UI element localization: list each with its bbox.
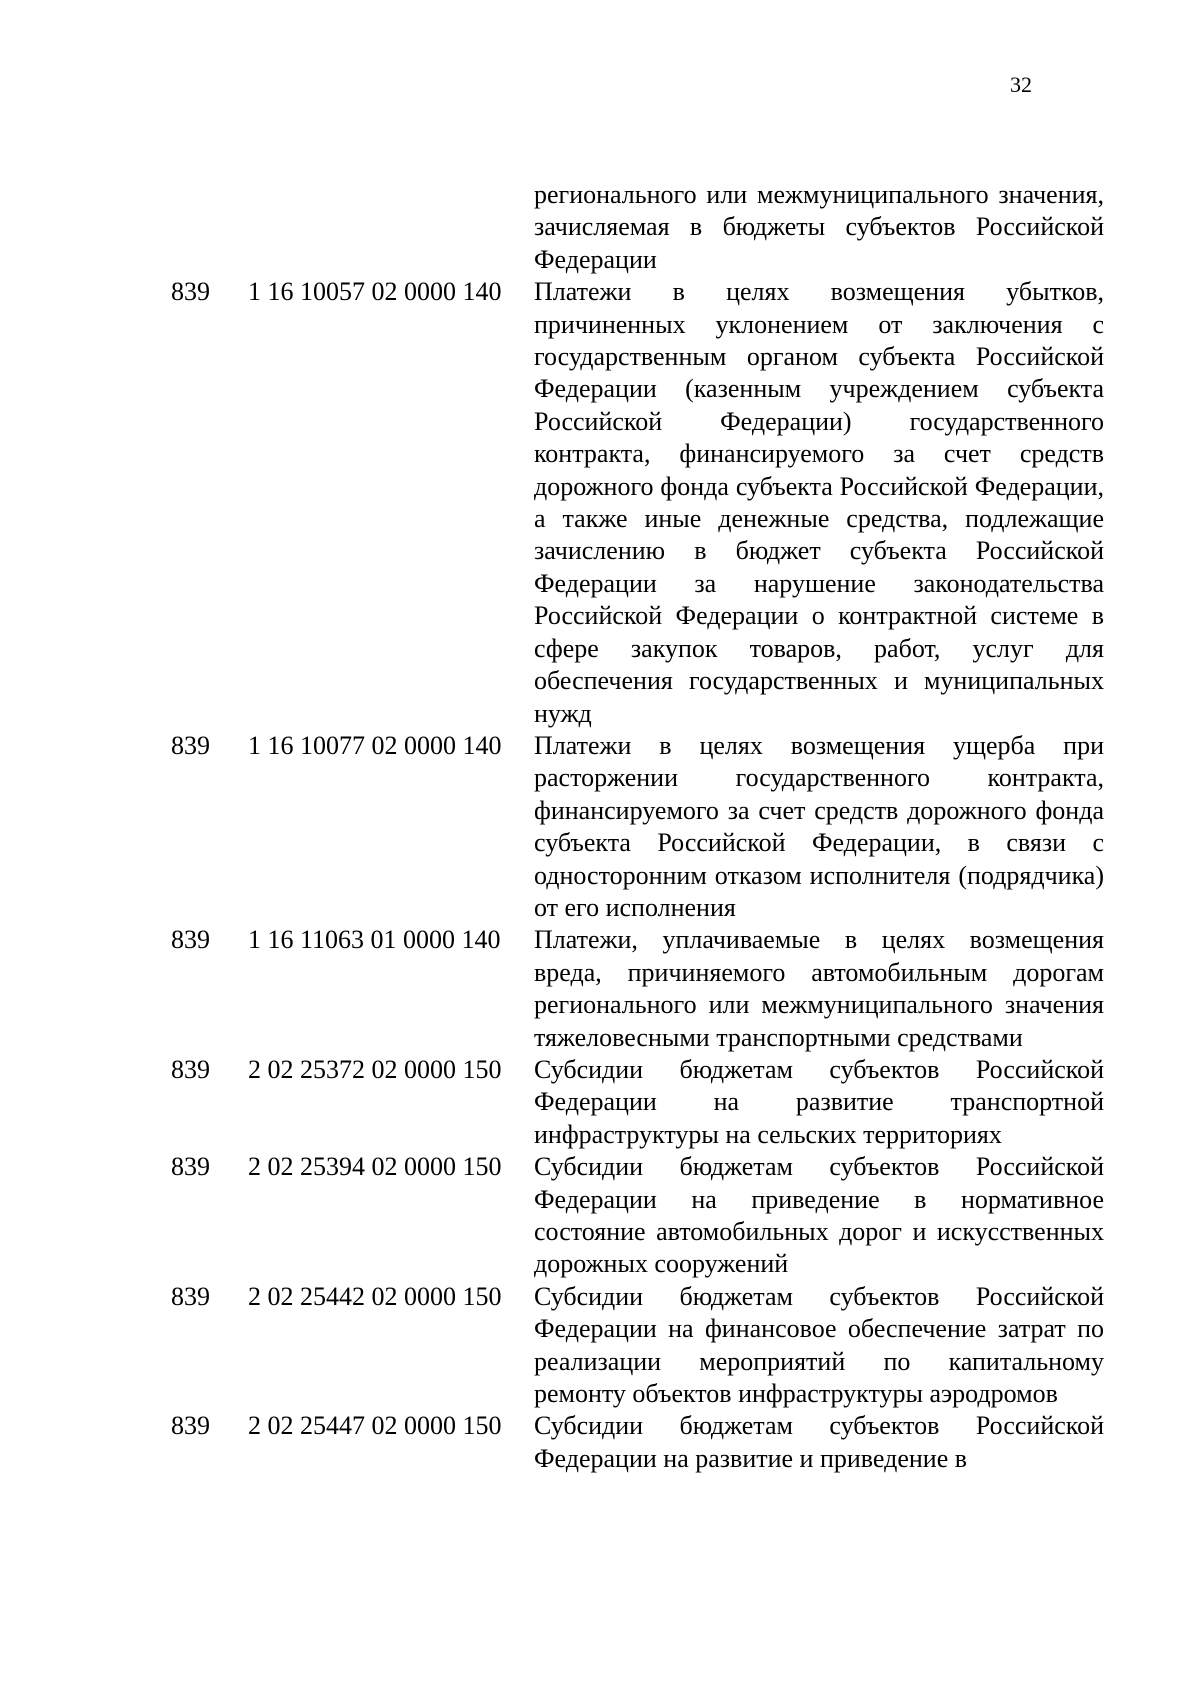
admin-code: 839 bbox=[171, 730, 210, 760]
admin-code: 839 bbox=[171, 277, 210, 307]
row-description: Платежи в целях возмещения ущерба при расторжении государственного контракта, финансируемого за счет средств дорожного фонда субъекта Российской Федерации, в связи с односторонним отказом исполнителя (подрядчика) от его исполнения bbox=[534, 730, 1104, 922]
table-row bbox=[0, 730, 1200, 924]
row-description: регионального или межмуниципального значения, зачисляемая в бюджеты субъектов Российской Федерации bbox=[534, 180, 1104, 274]
budget-classification-code: 1 16 10057 02 0000 140 bbox=[248, 277, 502, 307]
row-description: Платежи, уплачиваемые в целях возмещения вреда, причиняемого автомобильным дорогам регионального или межмуниципального значения тяжеловесными транспортными средствами bbox=[534, 925, 1104, 1052]
budget-classification-code: 2 02 25442 02 0000 150 bbox=[248, 1281, 502, 1311]
row-description: Субсидии бюджетам субъектов Российской Федерации на развитие транспортной инфраструктуры на сельских территориях bbox=[534, 1054, 1104, 1149]
table-row-continuation bbox=[0, 179, 1200, 276]
table-row bbox=[0, 1410, 1200, 1475]
admin-code: 839 bbox=[171, 1281, 210, 1311]
admin-code: 839 bbox=[171, 925, 210, 955]
table-row bbox=[0, 1054, 1200, 1151]
row-description: Субсидии бюджетам субъектов Российской Федерации на финансовое обеспечение затрат по реализации мероприятий по капитальному ремонту объектов инфраструктуры аэродромов bbox=[534, 1281, 1104, 1409]
table-row bbox=[0, 1151, 1200, 1281]
table-row bbox=[0, 924, 1200, 1054]
admin-code: 839 bbox=[171, 1411, 210, 1441]
budget-classification-code: 2 02 25447 02 0000 150 bbox=[248, 1411, 502, 1441]
budget-classification-code: 1 16 10077 02 0000 140 bbox=[248, 730, 502, 760]
row-description: Субсидии бюджетам субъектов Российской Федерации на развитие и приведение в bbox=[534, 1411, 1104, 1473]
table-row bbox=[0, 276, 1200, 730]
budget-classification-code: 2 02 25394 02 0000 150 bbox=[248, 1152, 502, 1182]
row-description: Платежи в целях возмещения убытков, причиненных уклонением от заключения с государственным органом субъекта Российской Федерации (казенным учреждением субъекта Российской Федерации) государственного контракта, финансируемого за счет средств дорожного фонда субъекта Российской Федерации, а также иные денежные средства, подлежащие зачислению в бюджет субъекта Российской Федерации за нарушение законодательства Российской Федерации о контрактной системе в сфере закупок товаров, работ, услуг для обеспечения государственных и муниципальных нужд bbox=[534, 277, 1104, 728]
budget-classification-code: 1 16 11063 01 0000 140 bbox=[248, 925, 501, 955]
row-description: Субсидии бюджетам субъектов Российской Федерации на приведение в нормативное состояние автомобильных дорог и искусственных дорожных сооружений bbox=[534, 1152, 1104, 1279]
table-row bbox=[0, 1281, 1200, 1411]
page-number: 32 bbox=[1010, 72, 1032, 97]
budget-classification-code: 2 02 25372 02 0000 150 bbox=[248, 1054, 502, 1084]
revenue-codes-table bbox=[0, 179, 1200, 1475]
admin-code: 839 bbox=[171, 1152, 210, 1182]
admin-code: 839 bbox=[171, 1054, 210, 1084]
